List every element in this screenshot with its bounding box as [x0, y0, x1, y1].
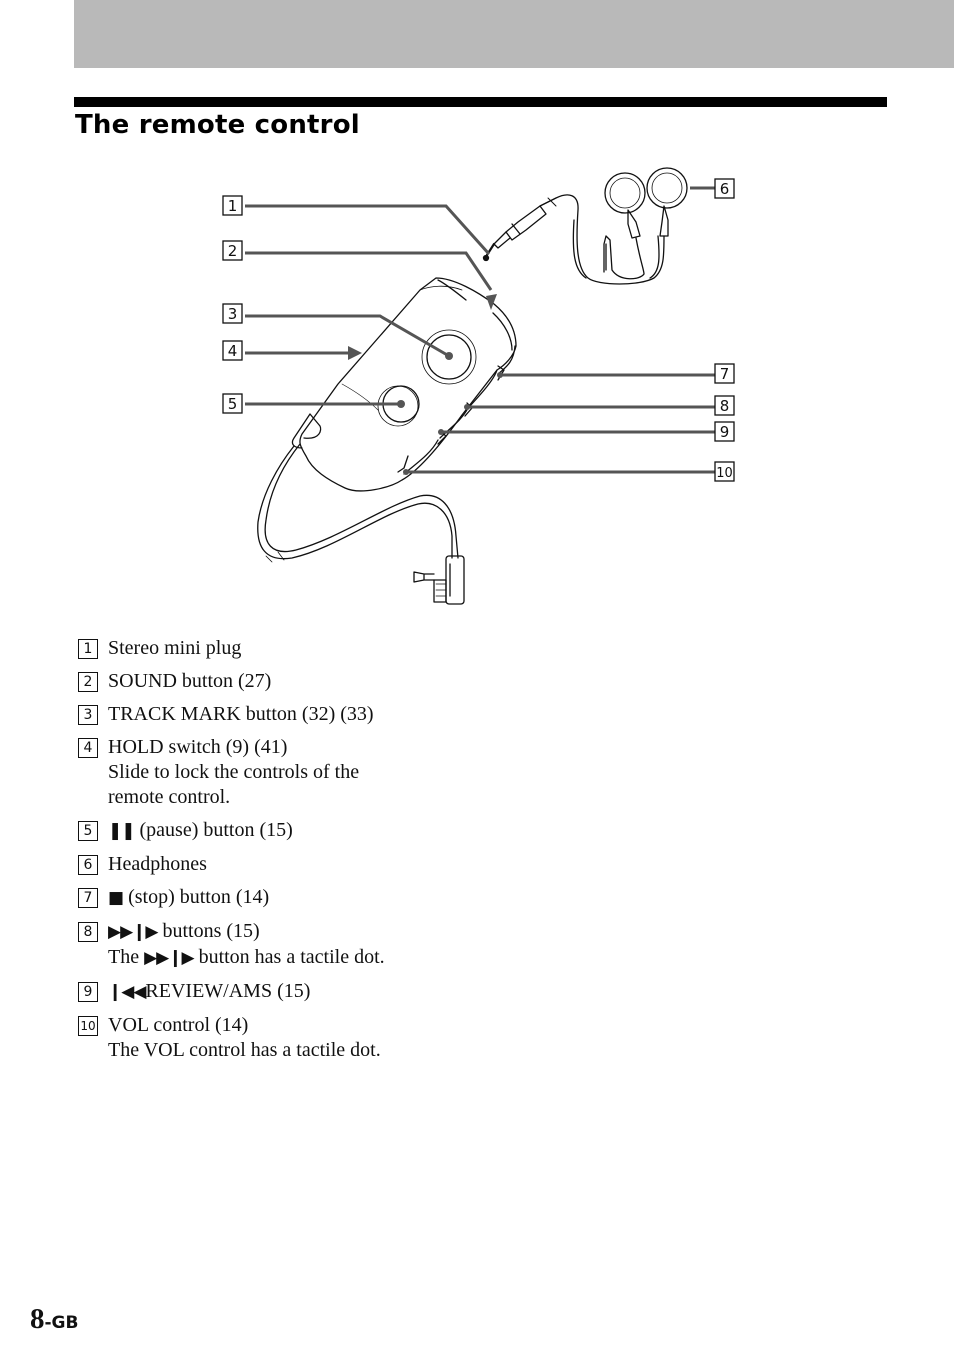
item-text: Headphones	[108, 853, 207, 875]
item-number: 1	[78, 639, 98, 659]
item-description: Slide to lock the controls of the	[108, 761, 360, 783]
item-description: The	[108, 946, 145, 968]
item-description: remote control.	[108, 786, 231, 808]
stop-icon: ■	[108, 888, 124, 908]
svg-text:7: 7	[719, 365, 730, 383]
pause-icon: ❚❚	[108, 821, 135, 841]
item-number: 9	[78, 982, 98, 1002]
play-next-icon: ▶▶❙▶	[108, 922, 158, 942]
item-text: buttons (15)	[157, 920, 260, 942]
callout-4	[223, 341, 242, 360]
parts-list	[78, 636, 778, 1071]
item-number: 8	[78, 922, 98, 942]
item-text: (stop) button (14)	[123, 886, 270, 908]
callout-6	[715, 179, 734, 198]
item-text: TRACK MARK button (32) (33)	[108, 703, 374, 725]
svg-text:1: 1	[227, 197, 238, 215]
item-number: 7	[78, 888, 98, 908]
remote-body	[292, 278, 516, 491]
list-item	[78, 818, 778, 844]
item-number: 5	[78, 821, 98, 841]
list-item	[78, 702, 778, 727]
remote-cable	[258, 444, 464, 604]
headphones-illustration	[484, 168, 688, 284]
svg-text:5: 5	[227, 395, 238, 413]
page-number	[30, 1303, 78, 1336]
item-number: 2	[78, 672, 98, 692]
item-text: Stereo mini plug	[108, 637, 242, 659]
callout-2	[223, 241, 242, 260]
svg-text:2: 2	[227, 242, 238, 260]
callout-5	[223, 394, 242, 413]
list-item	[78, 919, 778, 971]
page-title: The remote control	[75, 110, 360, 140]
item-number: 6	[78, 855, 98, 875]
svg-text:3: 3	[227, 305, 238, 323]
list-item	[78, 885, 778, 911]
item-text: REVIEW/AMS (15)	[145, 980, 311, 1002]
item-text: (pause) button (15)	[134, 819, 293, 841]
item-number: 10	[78, 1016, 98, 1036]
remote-control-diagram	[0, 160, 954, 630]
list-item	[78, 852, 778, 877]
callout-9	[715, 422, 734, 441]
previous-icon: ❙◀◀	[108, 982, 146, 1002]
svg-text:4: 4	[227, 342, 238, 360]
item-description: button has a tactile dot.	[193, 946, 385, 968]
svg-text:9: 9	[719, 423, 730, 441]
callout-3	[223, 304, 242, 323]
svg-text:8: 8	[719, 397, 730, 415]
callout-7	[715, 364, 734, 383]
play-next-icon: ▶▶❙▶	[144, 948, 194, 968]
header-band	[74, 0, 954, 68]
item-text: VOL control (14)	[108, 1014, 249, 1036]
list-item	[78, 1013, 778, 1063]
item-text: HOLD switch (9) (41)	[108, 736, 288, 758]
page-number-value: 8	[30, 1303, 45, 1335]
callout-1	[223, 196, 242, 215]
callout-10	[715, 462, 734, 481]
item-number: 4	[78, 738, 98, 758]
item-text: SOUND button (27)	[108, 670, 272, 692]
page-number-suffix: -GB	[44, 1313, 79, 1333]
callout-8	[715, 396, 734, 415]
svg-text:6: 6	[719, 180, 730, 198]
svg-text:10: 10	[716, 466, 733, 481]
list-item	[78, 979, 778, 1005]
section-rule	[74, 97, 887, 107]
item-description: The VOL control has a tactile dot.	[108, 1039, 381, 1061]
item-number: 3	[78, 705, 98, 725]
list-item	[78, 735, 778, 810]
list-item	[78, 636, 778, 661]
list-item	[78, 669, 778, 694]
